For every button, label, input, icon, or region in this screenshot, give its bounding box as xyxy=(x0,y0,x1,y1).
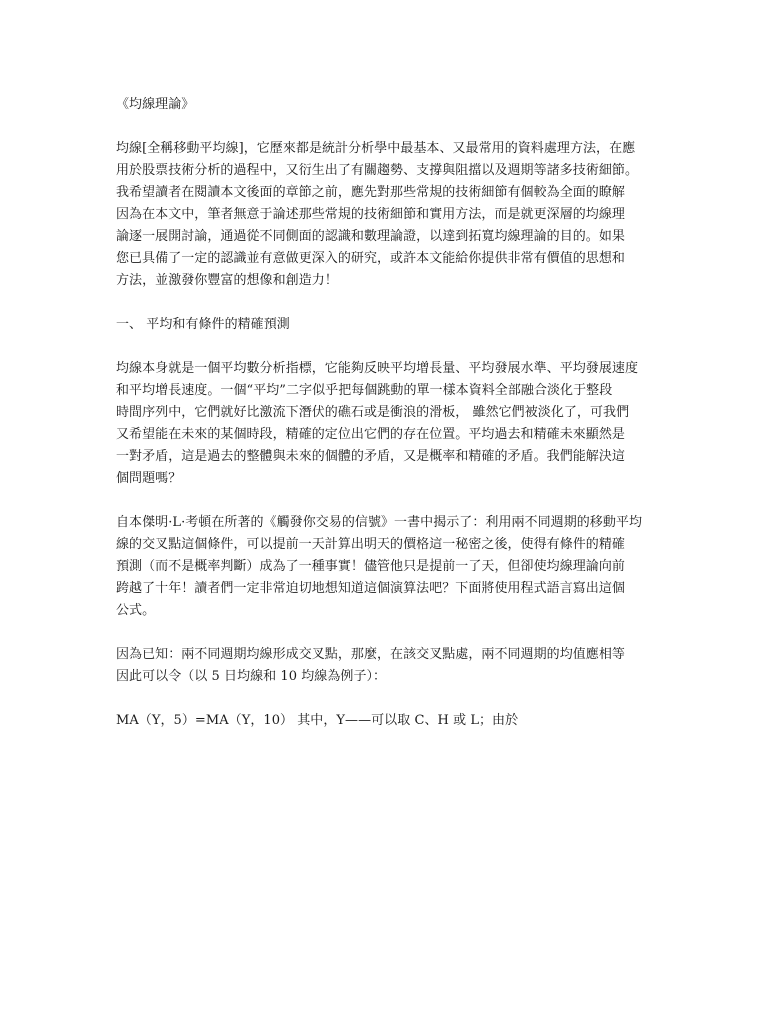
paragraph-line: 和平均增長速度。一個“平均”二字似乎把每個跳動的單一樣本資料全部融合淡化于整段 xyxy=(116,383,613,398)
paragraph-line: 因為已知：兩不同週期均線形成交叉點，那麼，在該交叉點處，兩不同週期的均值應相等 xyxy=(116,647,625,662)
paragraph-line: 時間序列中，它們就好比激流下潛伏的礁石或是衝浪的滑板， 雖然它們被淡化了，可我們 xyxy=(116,405,630,420)
document-title: 《均線理論》 xyxy=(116,97,195,112)
paragraph-line: 公式。 xyxy=(116,603,156,618)
intro-paragraph xyxy=(116,138,656,292)
paragraph-line: 用於股票技術分析的過程中，又衍生出了有關趨勢、支撐與阻擋以及週期等諸多技術細節。 xyxy=(116,163,639,178)
paragraph-line: 線的交叉點這個條件，可以提前一天計算出明天的價格這一秘密之後，使得有條件的精確 xyxy=(116,537,625,552)
paragraph-line: 您已具備了一定的認識並有意做更深入的研究，或許本文能給你提供非常有價值的思想和 xyxy=(116,251,625,266)
crossover-paragraph xyxy=(116,644,656,688)
paragraph-line: 因為在本文中，筆者無意于論述那些常規的技術細節和實用方法，而是就更深層的均線理 xyxy=(116,207,625,222)
paragraph-line: 均線[全稱移動平均線]，它歷來都是統計分析學中最基本、又最常用的資料處理方法，在應 xyxy=(116,141,636,156)
paragraph-line: 論逐一展開討論，通過從不同側面的認識和數理論證，以達到拓寬均線理論的目的。如果 xyxy=(116,229,625,244)
paragraph-line: 自本傑明·L·考頓在所著的《觸發你交易的信號》一書中揭示了：利用兩不同週期的移動平均 xyxy=(116,515,642,530)
paragraph-line: 因此可以令（以 5 日均線和 10 均線為例子）： xyxy=(116,669,387,684)
paragraph-line: 預測（而不是概率判斷）成為了一種事實！儘管他只是提前一了天，但卻使均線理論向前 xyxy=(116,559,625,574)
section-heading: 一、 平均和有條件的精確預測 xyxy=(116,317,290,332)
paragraph-line: 方法，並激發你豐富的想像和創造力！ xyxy=(116,273,338,288)
paragraph-line: 跨越了十年！讀者們一定非常迫切地想知道這個演算法吧？下面將使用程式語言寫出這個 xyxy=(116,581,625,596)
paragraph-line: 個問題嗎？ xyxy=(116,471,182,486)
paragraph-line: 一對矛盾，這是過去的整體與未來的個體的矛盾，又是概率和精確的矛盾。我們能解決這 xyxy=(116,449,625,464)
paragraph-line: 均線本身就是一個平均數分析指標，它能夠反映平均增長量、平均發展水準、平均發展速度 xyxy=(116,361,639,376)
colton-paragraph xyxy=(116,512,656,622)
paragraph-line: 我希望讀者在閱讀本文後面的章節之前，應先對那些常規的技術細節有個較為全面的瞭解 xyxy=(116,185,625,200)
formula-line: MA（Y，5）=MA（Y，10） 其中，Y——可以取 C、H 或 L；由於 xyxy=(116,713,519,728)
average-paragraph xyxy=(116,358,656,490)
paragraph-line: 又希望能在未來的某個時段，精確的定位出它們的存在位置。平均過去和精確未來顯然是 xyxy=(116,427,625,442)
document-page xyxy=(116,94,656,732)
